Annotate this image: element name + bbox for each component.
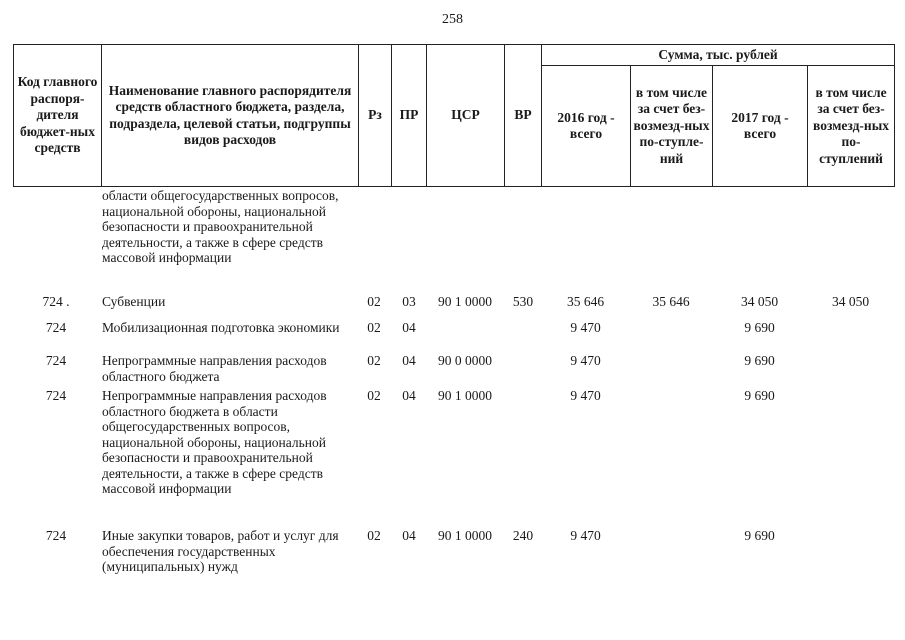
cell-pr: 04 [402,388,416,403]
cell-csr: 90 1 0000 [438,294,492,309]
page-number: 258 [442,12,463,27]
cell-pr: 03 [402,294,416,309]
cell-rz: 02 [367,320,381,335]
cell-name: Непрограммные направления расходов областного бюджета в области общегосударственных вопросов, национальной обороны, национальной безопасности и правоохранительной деятельности, а также в сфере средств массовой информации [102,388,327,496]
cell-code: 724 [45,320,67,335]
cell-rz: 02 [367,528,381,543]
cell-pr: 04 [402,528,416,543]
cell-2016-total: 35 646 [566,294,605,309]
table-header [13,44,895,187]
cell-name: Непрограммные направления расходов областного бюджета [102,353,327,384]
cell-csr: 90 1 0000 [438,528,492,543]
cell-name: области общегосударственных вопросов, национальной обороны, национальной безопасности и правоохранительной деятельности, а также в сфере средств массовой информации [102,188,339,265]
cell-code: 724 [45,388,67,403]
cell-2016-total: 9 470 [570,528,601,543]
cell-2017-total: 9 690 [744,353,775,368]
cell-rz: 02 [367,353,381,368]
cell-rz: 02 [367,294,381,309]
cell-vr: 530 [512,294,534,309]
header-code: Код главного распоря-дителя бюджет-ных средств [14,45,102,187]
cell-code: 724 [45,353,67,368]
cell-2016-total: 9 470 [570,388,601,403]
cell-pr: 04 [402,320,416,335]
cell-2017-total: 34 050 [740,294,779,309]
cell-code: 724 [45,528,67,543]
header-2016-total: 2016 год - всего [542,66,631,187]
cell-vr: 240 [512,528,534,543]
cell-2017-total: 9 690 [744,320,775,335]
cell-pr: 04 [402,353,416,368]
cell-name: Субвенции [102,294,166,309]
header-2017-grants: в том числе за счет без-возмезд-ных по-ступлений [808,66,895,187]
cell-2017-total: 9 690 [744,388,775,403]
cell-csr: 90 1 0000 [438,388,492,403]
cell-2017-total: 9 690 [744,528,775,543]
cell-csr: 90 0 0000 [438,353,492,368]
cell-code: 724 . [42,294,70,309]
cell-2016-grants: 35 646 [652,294,690,309]
header-csr: ЦСР [427,45,505,187]
header-2017-total: 2017 год - всего [713,66,808,187]
header-vr: ВР [505,45,542,187]
cell-2016-total: 9 470 [570,353,601,368]
cell-name: Иные закупки товаров, работ и услуг для обеспечения государственных (муниципальных) нужд [102,528,339,574]
cell-rz: 02 [367,388,381,403]
header-rz: Рз [359,45,392,187]
cell-2017-grants: 34 050 [831,294,870,309]
header-sum: Сумма, тыс. рублей [542,45,895,66]
cell-name: Мобилизационная подготовка экономики [102,320,340,335]
header-2016-grants: в том числе за счет без-возмезд-ных по-ступле-ний [631,66,713,187]
header-name: Наименование главного распорядителя средств областного бюджета, раздела, подраздела, целевой статьи, подгруппы видов расходов [102,45,359,187]
header-pr: ПР [392,45,427,187]
cell-2016-total: 9 470 [570,320,601,335]
